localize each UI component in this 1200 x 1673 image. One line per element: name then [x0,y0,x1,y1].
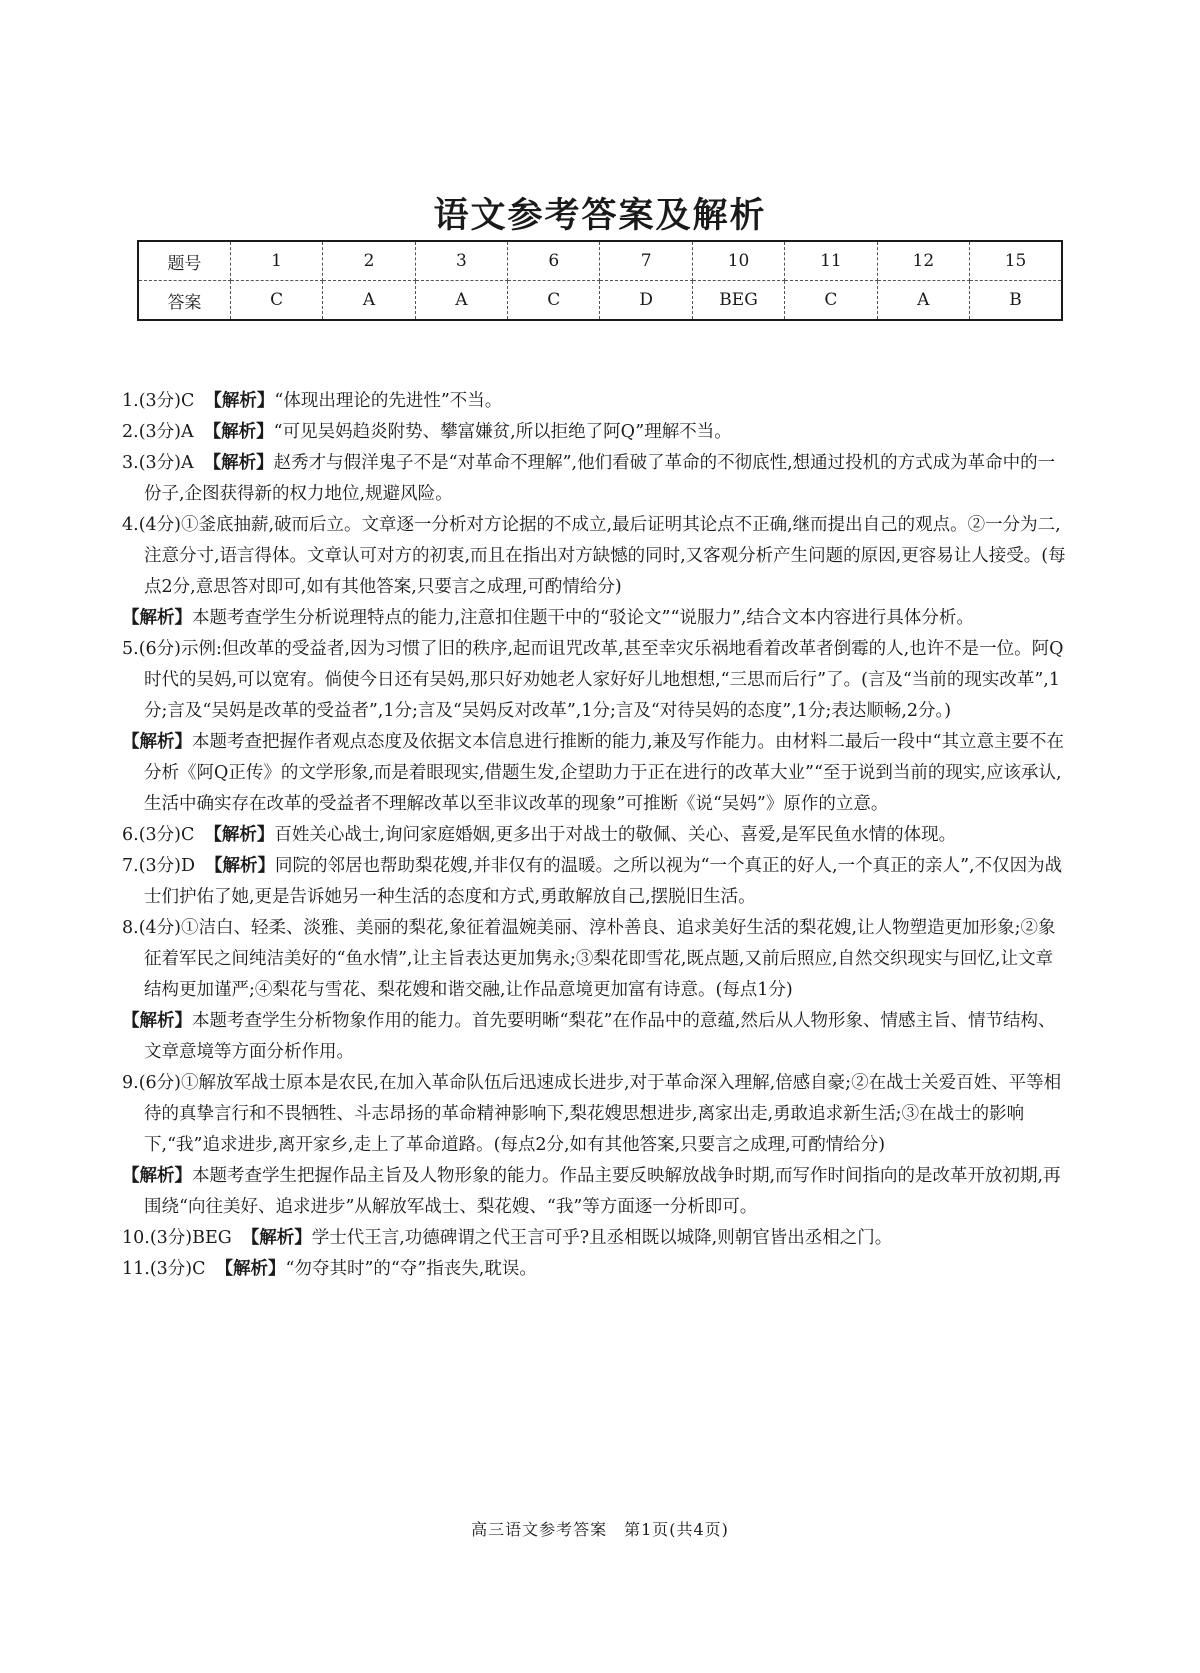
item-text: “体现出理论的先进性”不当。 [274,391,503,411]
answer-label-cell: 答案 [138,281,230,321]
answer-cell: B [1009,290,1022,310]
item-text: “可见吴妈趋炎附势、攀富嫌贫,所以拒绝了阿Q”理解不当。 [273,422,732,442]
item-text: 本题考查学生分析物象作用的能力。首先要明晰“梨花”在作品中的意蕴,然后从人物形象、情感主旨、情节结构、文章意境等方面分析作用。 [144,1011,1056,1062]
answer-item [122,1223,1068,1254]
item-text: 示例:但改革的受益者,因为习惯了旧的秩序,起而诅咒改革,甚至幸灾乐祸地看着改革者倒霉的人,也许不是一位。阿Q时代的吴妈,可以宽宥。倘使今日还有吴妈,那只好劝她老人家好好儿地想想,“三思而后行”了。(言及“当前的现实改革”,1分;言及“吴妈是改革的受益者”,1分;言及“吴妈反对改革”,1分;言及“对待吴妈的态度”,1分;表达顺畅,2分。) [144,639,1064,721]
question-number-cell: 6 [508,241,600,281]
question-number-cell: 15 [970,241,1062,281]
question-number-cell: 1 [230,241,322,281]
item-text: 本题考查学生把握作品主旨及人物形象的能力。作品主要反映解放战争时期,而写作时间指向的是改革开放初期,再围绕“向往美好、追求进步”从解放军战士、梨花嫂、“我”等方面逐一分析即可。 [144,1166,1061,1217]
answer-cell: A [323,281,415,321]
answer-item [122,820,1068,851]
item-text: ①洁白、轻柔、淡雅、美丽的梨花,象征着温婉美丽、淳朴善良、追求美好生活的梨花嫂,让人物塑造更加形象;②象征着军民之间纯洁美好的“鱼水情”,让主旨表达更加隽永;③梨花即雪花,既点题,又前后照应,自然交织现实与回忆,让文章结构更加谨严;④梨花与雪花、梨花嫂和谐交融,让作品意境更加富有诗意。(每点1分) [144,918,1056,1000]
answer-table [137,240,1063,321]
analysis-tag: 【解析】 [203,453,274,473]
answer-item [122,386,1068,417]
analysis-paragraph [122,1006,1068,1068]
analysis-paragraph [122,1161,1068,1223]
answer-item [122,510,1068,603]
item-prefix: 6.(3分)C [122,825,195,845]
answer-item [122,448,1068,510]
analysis-tag: 【解析】 [205,856,276,876]
item-text: 百姓关心战士,询问家庭婚姻,更多出于对战士的敬佩、关心、喜爱,是军民鱼水情的体现。 [274,825,957,845]
answer-item [122,417,1068,448]
question-number-cell: 12 [877,241,969,281]
analysis-paragraph [122,603,1068,634]
analysis-tag: 【解析】 [203,422,274,442]
answer-cell: C [230,281,322,321]
analysis-tag: 【解析】 [241,1228,312,1248]
page-title: 语文参考答案及解析 [433,195,767,236]
item-prefix: 2.(3分)A [122,422,194,442]
analysis-tag: 【解析】 [204,391,275,411]
question-number-cell: 10 [692,241,784,281]
item-text: 本题考查学生分析说理特点的能力,注意扣住题干中的“驳论文”“说服力”,结合文本内容进行具体分析。 [192,608,974,628]
analysis-tag: 【解析】 [122,1166,192,1186]
table-row-numbers [138,241,1062,281]
item-text: 赵秀才与假洋鬼子不是“对革命不理解”,他们看破了革命的不彻底性,想通过投机的方式成为革命中的一份子,企图获得新的权力地位,规避风险。 [144,453,1056,504]
analysis-tag: 【解析】 [204,825,275,845]
analysis-paragraph [122,727,1068,820]
question-number-cell: 3 [415,241,507,281]
answer-cell: A [877,281,969,321]
answer-cell: D [600,281,692,321]
question-number-cell: 11 [785,241,877,281]
table-row-answers [138,281,1062,321]
answer-explanations [122,386,1068,1285]
item-prefix: 9.(6分) [122,1073,181,1093]
analysis-tag: 【解析】 [122,608,192,628]
page-footer: 高三语文参考答案 第1页(共4页) [471,1520,729,1539]
answer-cell: C [785,281,877,321]
item-text: 学士代王言,功德碑谓之代王言可乎?且丞相既以城降,则朝官皆出丞相之门。 [311,1228,893,1248]
header-label-cell: 题号 [138,241,230,281]
question-number-cell: 7 [600,241,692,281]
question-number-cell: 2 [323,241,415,281]
answer-item [122,913,1068,1006]
answer-item [122,1068,1068,1161]
answer-cell: BEG [692,281,784,321]
answer-cell: A [415,281,507,321]
item-prefix: 3.(3分)A [122,453,194,473]
item-text: 同院的邻居也帮助梨花嫂,并非仅有的温暖。之所以视为“一个真正的好人,一个真正的亲人”,不仅因为战士们护佑了她,更是告诉她另一种生活的态度和方式,勇敢解放自己,摆脱旧生活。 [144,856,1063,907]
item-prefix: 10.(3分)BEG [122,1228,232,1248]
item-prefix: 4.(4分) [122,515,181,535]
answer-item [122,851,1068,913]
item-prefix: 11.(3分)C [122,1259,206,1279]
analysis-tag: 【解析】 [122,732,192,752]
answer-item [122,634,1068,727]
item-prefix: 1.(3分)C [122,391,195,411]
item-prefix: 7.(3分)D [122,856,196,876]
item-text: ①釜底抽薪,破而后立。文章逐一分析对方论据的不成立,最后证明其论点不正确,继而提出自己的观点。②一分为二,注意分寸,语言得体。文章认可对方的初衷,而且在指出对方缺憾的同时,又客观分析产生问题的原因,更容易让人接受。(每点2分,意思答对即可,如有其他答案,只要言之成理,可酌情给分) [144,515,1066,597]
analysis-tag: 【解析】 [215,1259,286,1279]
item-text: “勿夺其时”的“夺”指丧失,耽误。 [285,1259,537,1279]
item-text: ①解放军战士原本是农民,在加入革命队伍后迅速成长进步,对于革命深入理解,倍感自豪;②在战士关爱百姓、平等相待的真挚言行和不畏牺牲、斗志昂扬的革命精神影响下,梨花嫂思想进步,离家出走,勇敢追求新生活;③在战士的影响下,“我”追求进步,离开家乡,走上了革命道路。(每点2分,如有其他答案,只要言之成理,可酌情给分) [144,1073,1062,1155]
item-prefix: 5.(6分) [122,639,181,659]
item-text: 本题考查把握作者观点态度及依据文本信息进行推断的能力,兼及写作能力。由材料二最后一段中“其立意主要不在分析《阿Q正传》的文学形象,而是着眼现实,借题生发,企望助力于正在进行的改革大业”“至于说到当前的现实,应该承认,生活中确实存在改革的受益者不理解改革以至非议改革的现象”可推断《说“吴妈”》原作的立意。 [144,732,1065,814]
item-prefix: 8.(4分) [122,918,181,938]
analysis-tag: 【解析】 [122,1011,192,1031]
answer-item [122,1254,1068,1285]
answer-cell: C [508,281,600,321]
